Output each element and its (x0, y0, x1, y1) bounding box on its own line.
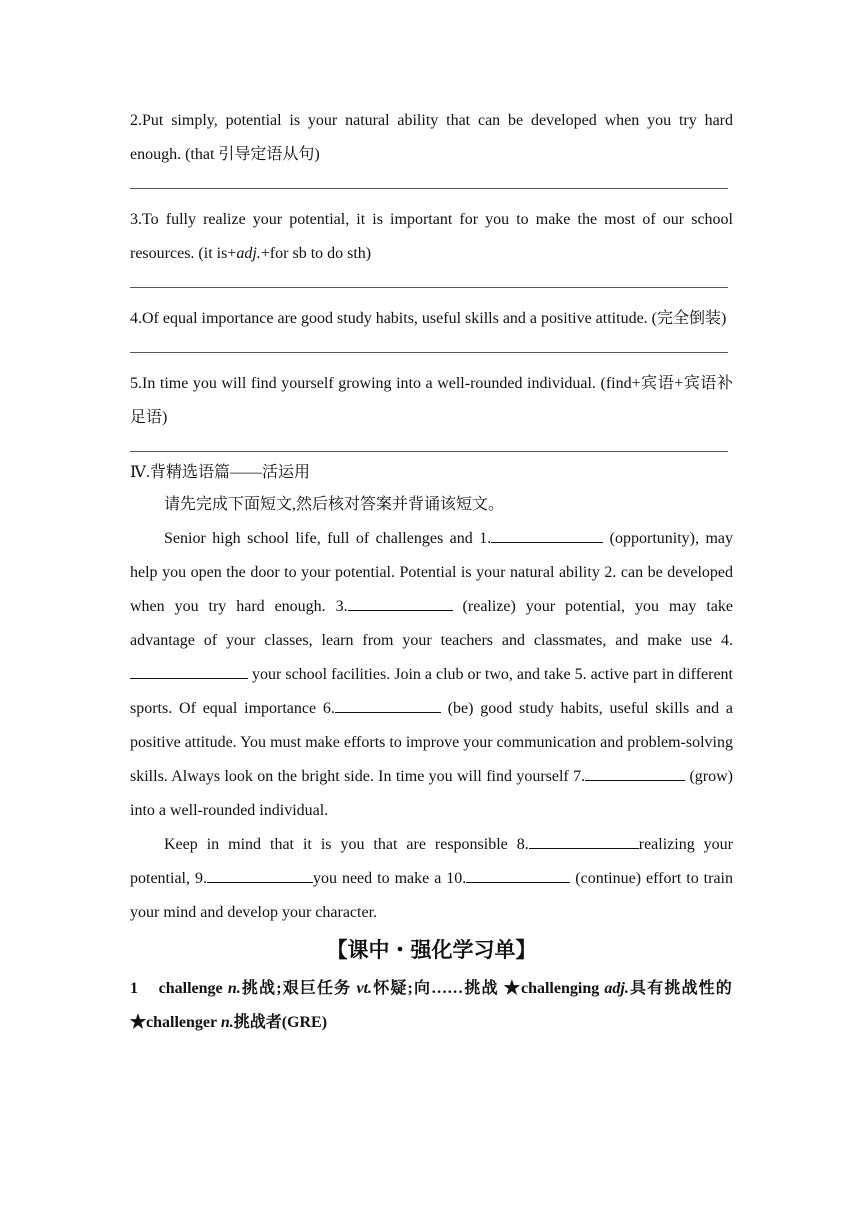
passage-text: Senior high school life, full of challenges and 1. (164, 530, 492, 547)
exercise-item-text: 2.Put simply, potential is your natural ability that can be developed when you try hard enough. (that 引导定语从句) (130, 112, 733, 163)
vocab-pos: n. (227, 980, 241, 997)
exercise-item-3 (130, 203, 733, 271)
document-page (130, 104, 733, 1040)
blank-8[interactable] (529, 834, 639, 849)
passage-text: (realize) your potential, you may take advantage of your classes, learn from your teachers and classmates, and make use 4. (130, 598, 733, 649)
vocab-definition: 挑战;艰巨任务 (240, 980, 357, 997)
passage-text: you need to make a 10. (312, 870, 467, 887)
exercise-item-2 (130, 104, 733, 172)
vocab-entry (130, 972, 733, 1040)
vocab-pos: vt. (356, 980, 373, 997)
passage-text: (grow) into a well-rounded individual. (130, 768, 733, 819)
section-heading: 【课中・强化学习单】 (326, 938, 537, 962)
exercise-item-italic: adj. (236, 245, 261, 262)
vocab-derivative: ★challenger (130, 1014, 221, 1031)
answer-line[interactable] (130, 451, 728, 452)
passage-text: Keep in mind that it is you that are responsible 8. (164, 836, 529, 853)
exercise-item-text: +for sb to do sth) (260, 245, 372, 262)
vocab-definition: 挑战者(GRE) (233, 1014, 328, 1031)
passage-paragraph-2 (130, 828, 733, 930)
answer-line[interactable] (130, 188, 728, 189)
exercise-item-5 (130, 367, 733, 435)
vocab-definition: 具有挑战性的 (628, 980, 733, 997)
vocab-derivative: ★challenging (503, 980, 605, 997)
exercise-item-text: 5.In time you will find yourself growing into a well-rounded individual. (find+宾语+宾语补足语) (130, 375, 733, 426)
passage-text: (opportunity), may help you open the door to your potential. Potential is your natural ability 2. can be developed when you try hard enough. 3. (130, 530, 733, 615)
blank-6[interactable] (335, 698, 441, 713)
vocab-definition: 怀疑;向……挑战 (372, 980, 504, 997)
vocab-word: challenge (158, 980, 228, 997)
blank-10[interactable] (466, 868, 570, 883)
blank-7[interactable] (585, 766, 685, 781)
exercise-item-text: 3.To fully realize your potential, it is important for you to make the most of our school resources. (it is+ (130, 211, 733, 262)
passage-text: (be) good study habits, useful skills and a positive attitude. You must make efforts to improve your communication and problem-solving skills. Always look on the bright side. In time you will find yourself 7. (130, 700, 733, 785)
passage-text: realizing your potential, 9. (130, 836, 733, 887)
answer-line[interactable] (130, 352, 728, 353)
blank-9[interactable] (207, 868, 313, 883)
vocab-pos: n. (220, 1014, 234, 1031)
section-instruction: 请先完成下面短文,然后核对答案并背诵该短文。 (164, 496, 505, 513)
vocab-pos: adj. (604, 980, 629, 997)
exercise-item-4 (130, 302, 733, 336)
blank-3[interactable] (348, 596, 453, 611)
exercise-item-text: 4.Of equal importance are good study habits, useful skills and a positive attitude. (完全倒装) (130, 310, 727, 327)
blank-1[interactable] (491, 528, 603, 543)
section-title: Ⅳ.背精选语篇——活运用 (130, 464, 310, 481)
passage-text: (continue) effort to train your mind and develop your character. (130, 870, 733, 921)
passage-paragraph-1 (130, 522, 733, 828)
passage-text: your school facilities. Join a club or two, and take 5. active part in different sports. Of equal importance 6. (130, 666, 733, 717)
blank-4[interactable] (130, 664, 248, 679)
answer-line[interactable] (130, 287, 728, 288)
vocab-number: 1 (130, 980, 138, 997)
